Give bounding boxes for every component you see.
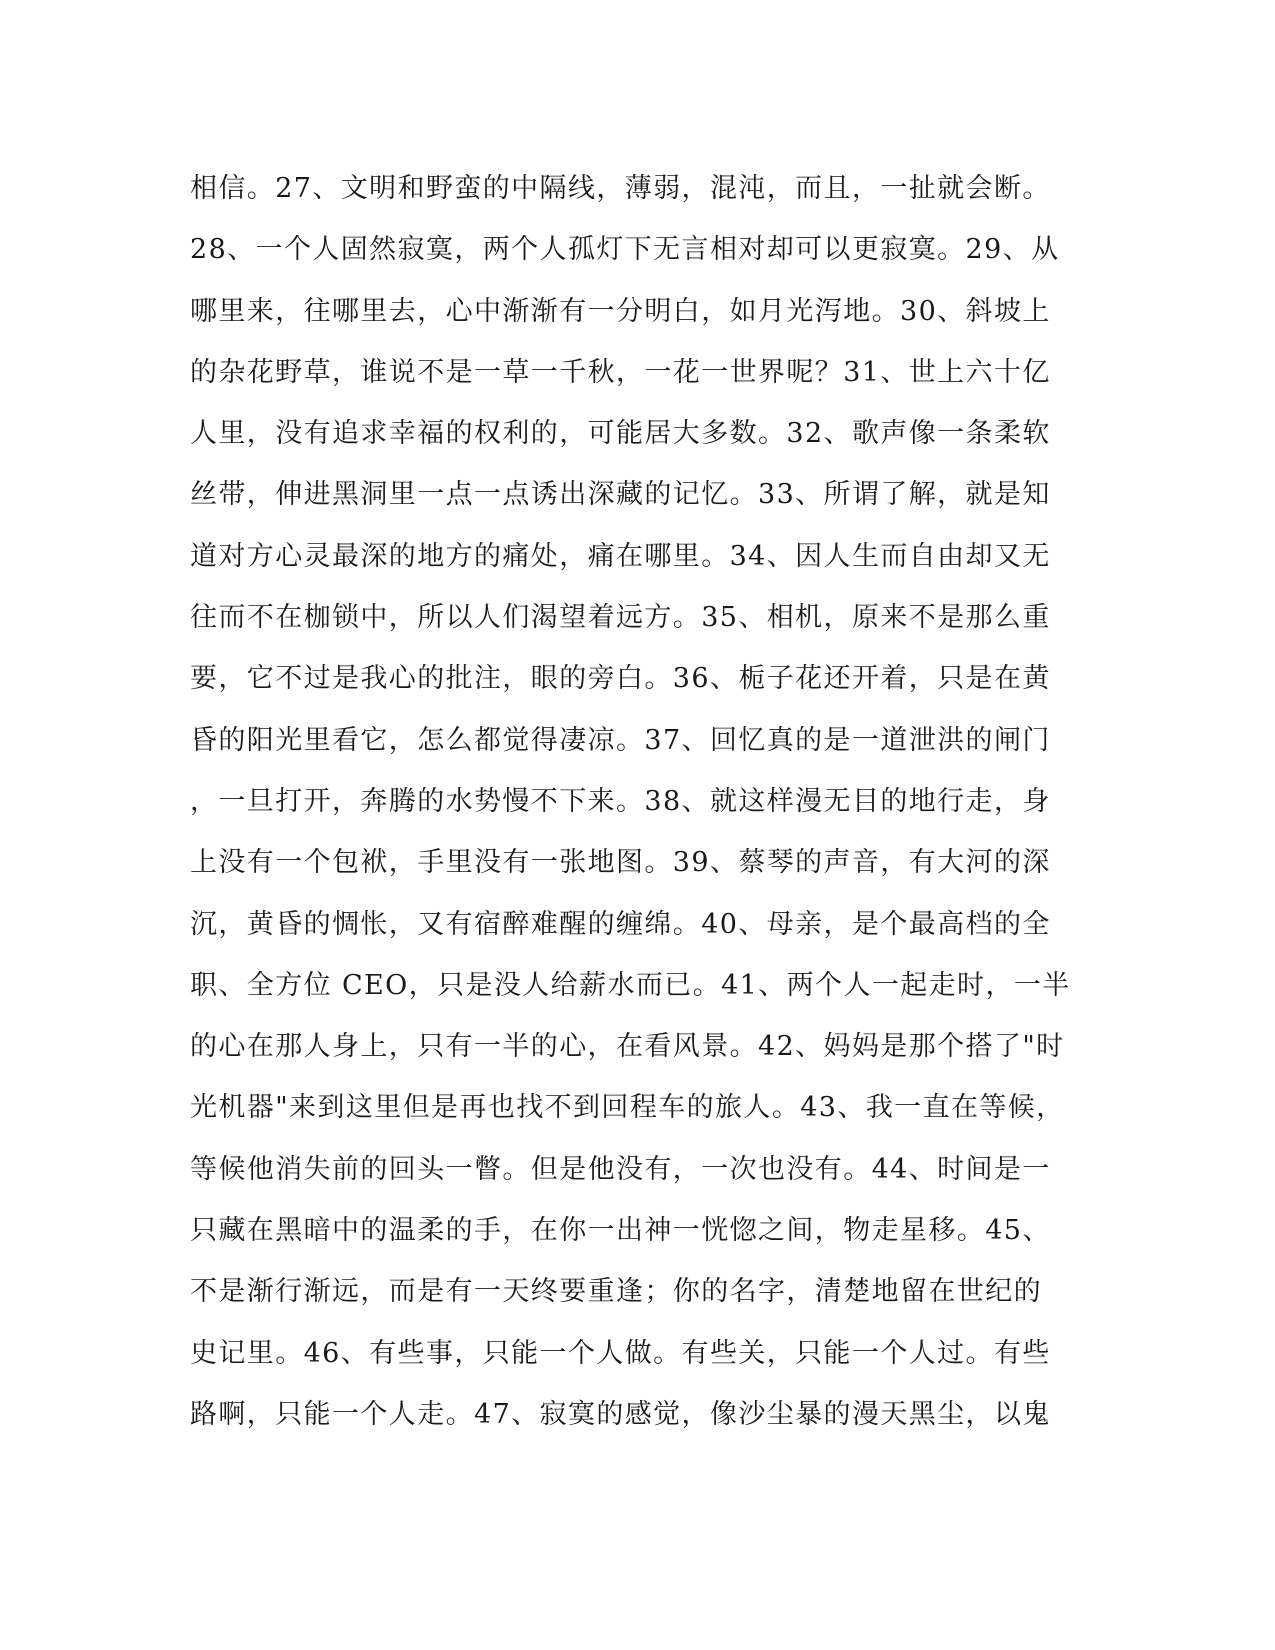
text-line: 要，它不过是我心的批注，眼的旁白。36、栀子花还开着，只是在黄 <box>190 663 1051 695</box>
text-line: 不是渐行渐远，而是有一天终要重逢；你的名字，清楚地留在世纪的 <box>190 1276 1042 1308</box>
text-line: 光机器"来到这里但是再也找不到回程车的旅人。43、我一直在等候， <box>190 1092 1065 1124</box>
text-line: ，一旦打开，奔腾的水势慢不下来。38、就这样漫无目的地行走，身 <box>190 785 1051 817</box>
text-line: 史记里。46、有些事，只能一个人做。有些关，只能一个人过。有些 <box>190 1337 1051 1369</box>
text-line: 28、一个人固然寂寞，两个人孤灯下无言相对却可以更寂寞。29、从 <box>190 234 1060 266</box>
text-line: 上没有一个包袱，手里没有一张地图。39、蔡琴的声音，有大河的深 <box>190 847 1051 879</box>
text-line: 昏的阳光里看它，怎么都觉得凄凉。37、回忆真的是一道泄洪的闸门 <box>190 724 1051 756</box>
text-line: 沉，黄昏的惆怅，又有宿醉难醒的缠绵。40、母亲，是个最高档的全 <box>190 908 1051 940</box>
text-line: 只藏在黑暗中的温柔的手，在你一出神一恍惚之间，物走星移。45、 <box>190 1215 1051 1247</box>
text-line: 的心在那人身上，只有一半的心，在看风景。42、妈妈是那个搭了"时 <box>190 1031 1065 1063</box>
text-line: 往而不在枷锁中，所以人们渴望着远方。35、相机，原来不是那么重 <box>190 602 1051 634</box>
text-line: 人里，没有追求幸福的权利的，可能居大多数。32、歌声像一条柔软 <box>190 418 1051 450</box>
text-line: 道对方心灵最深的地方的痛处，痛在哪里。34、因人生而自由却又无 <box>190 540 1051 572</box>
text-line: 职、全方位 CEO，只是没人给薪水而已。41、两个人一起走时，一半 <box>190 969 1071 1001</box>
text-line: 的杂花野草，谁说不是一草一千秋，一花一世界呢？31、世上六十亿 <box>190 356 1051 388</box>
text-line: 相信。27、文明和野蛮的中隔线，薄弱，混沌，而且，一扯就会断。 <box>190 173 1051 204</box>
body-text <box>190 158 1090 1445</box>
text-line: 等候他消失前的回头一瞥。但是他没有，一次也没有。44、时间是一 <box>190 1153 1051 1185</box>
text-line: 丝带，伸进黑洞里一点一点诱出深藏的记忆。33、所谓了解，就是知 <box>190 479 1051 511</box>
text-line: 路啊，只能一个人走。47、寂寞的感觉，像沙尘暴的漫天黑尘，以鬼 <box>190 1398 1051 1430</box>
text-line: 哪里来，往哪里去，心中渐渐有一分明白，如月光泻地。30、斜坡上 <box>190 295 1051 327</box>
